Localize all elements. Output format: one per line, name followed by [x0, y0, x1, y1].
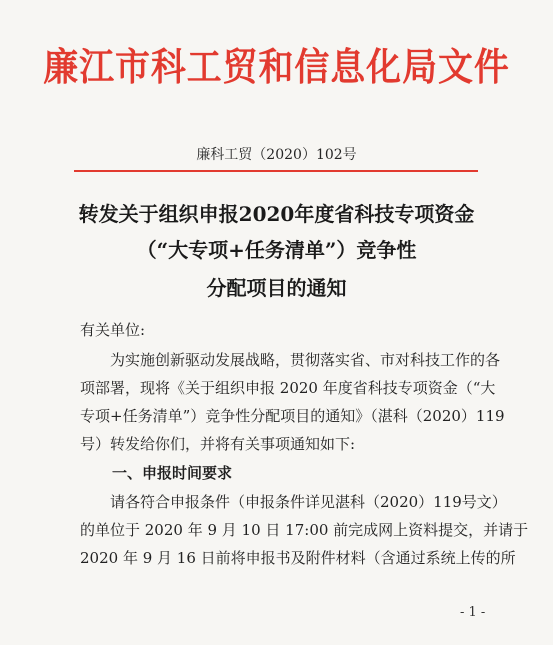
red-divider — [74, 170, 478, 172]
page-number: - 1 - — [460, 605, 486, 620]
paragraph1-line-4: 号）转发给你们，并将有关事项通知如下: — [80, 435, 356, 453]
paragraph2-line-1: 请各符合申报条件（申报条件详见湛科（2020）119号文） — [110, 493, 507, 511]
notice-title-line-3: 分配项目的通知 — [206, 276, 347, 300]
section-heading: 一、申报时间要求 — [112, 464, 233, 482]
notice-title-line-2: （“大专项+任务清单”）竞争性 — [136, 238, 417, 262]
paragraph2-line-3: 2020 年 9 月 16 日前将申报书及附件材料（含通过系统上传的所 — [80, 549, 516, 567]
paragraph1-line-1: 为实施创新驱动发展战略，贯彻落实省、市对科技工作的各 — [110, 351, 501, 369]
agency-title: 廉江市科工贸和信息化局文件 — [43, 44, 510, 89]
paragraph1-line-3: 专项+任务清单”）竞争性分配项目的通知》（湛科（2020）119 — [80, 407, 505, 425]
notice-title-line-1: 转发关于组织申报2020年度省科技专项资金 — [78, 202, 475, 226]
paragraph1-line-2: 项部署，现将《关于组织申报 2020 年度省科技专项资金（“大 — [80, 379, 496, 397]
document-number: 廉科工贸（2020）102号 — [196, 147, 357, 163]
salutation: 有关单位: — [80, 321, 146, 339]
paragraph2-line-2: 的单位于 2020 年 9 月 10 日 17:00 前完成网上资料提交，并请于 — [80, 521, 529, 539]
